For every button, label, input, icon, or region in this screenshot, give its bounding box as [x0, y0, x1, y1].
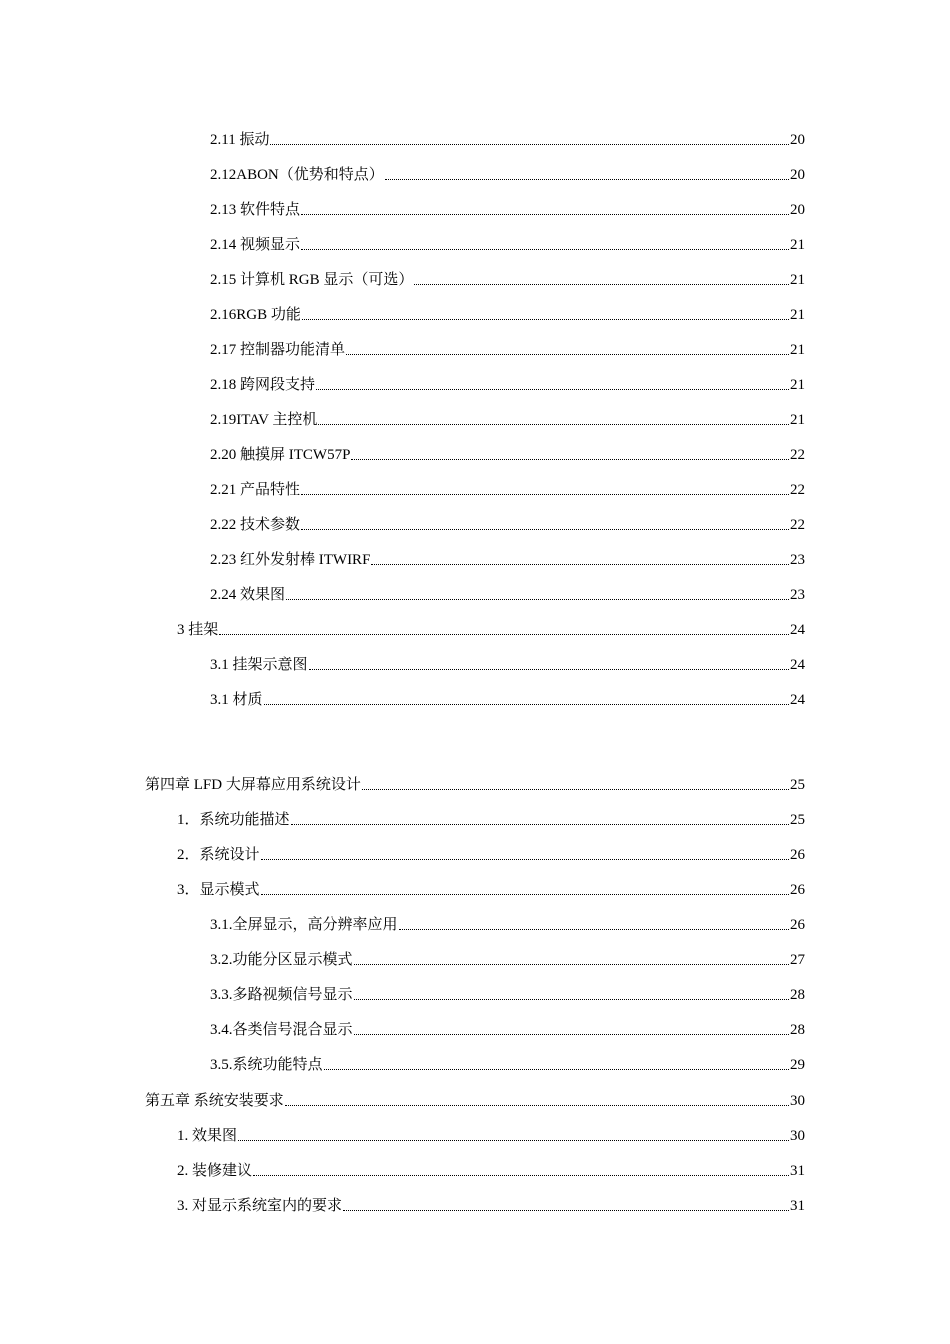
toc-entry[interactable] — [177, 842, 805, 864]
toc-entry-page: 24 — [790, 622, 805, 638]
toc-entry-page: 22 — [790, 447, 805, 463]
toc-entry-title: 3.2.功能分区显示模式 — [210, 952, 353, 968]
dot-leader — [351, 459, 789, 460]
toc-chapter-entry[interactable] — [145, 772, 805, 794]
dot-leader — [318, 424, 789, 425]
dot-leader — [261, 859, 789, 860]
toc-entry-title: 2.13 软件特点 — [210, 202, 301, 218]
toc-entry-title: 1. 效果图 — [177, 1128, 238, 1144]
toc-entry[interactable] — [210, 687, 805, 709]
dot-leader — [343, 1210, 789, 1211]
toc-entry[interactable] — [210, 442, 805, 464]
toc-entry[interactable] — [210, 652, 805, 674]
dot-leader — [301, 494, 789, 495]
dot-leader — [291, 824, 789, 825]
toc-entry-title: 3. 对显示系统室内的要求 — [177, 1198, 343, 1214]
toc-entry-page: 21 — [790, 377, 805, 393]
toc-entry[interactable] — [177, 1158, 805, 1180]
toc-entry-title: 2.16RGB 功能 — [210, 307, 301, 323]
toc-entry-title: 2.11 振动 — [210, 132, 270, 148]
dot-leader — [301, 529, 789, 530]
toc-entry[interactable] — [210, 947, 805, 969]
toc-entry-title: 2.24 效果图 — [210, 587, 286, 603]
toc-entry-page: 21 — [790, 342, 805, 358]
dot-leader — [219, 634, 789, 635]
toc-entry-title: 2.23 红外发射棒 ITWIRF — [210, 552, 371, 568]
toc-entry-page: 29 — [790, 1057, 805, 1073]
toc-entry-title: 2.17 控制器功能清单 — [210, 342, 346, 358]
toc-entry[interactable] — [210, 1052, 805, 1074]
toc-entry[interactable] — [210, 407, 805, 429]
toc-entry-page: 21 — [790, 272, 805, 288]
toc-entry-title: 第五章 系统安装要求 — [145, 1093, 284, 1109]
toc-entry-title: 3.3.多路视频信号显示 — [210, 987, 353, 1003]
dot-leader — [354, 964, 789, 965]
toc-entry-page: 31 — [790, 1163, 805, 1179]
toc-entry-title: 2.21 产品特性 — [210, 482, 301, 498]
dot-leader — [270, 144, 789, 145]
dot-leader — [346, 354, 789, 355]
toc-entry[interactable] — [210, 512, 805, 534]
toc-entry-page: 25 — [790, 812, 805, 828]
toc-entry[interactable] — [210, 1017, 805, 1039]
toc-entry[interactable] — [177, 617, 805, 639]
toc-entry-title: 2.19ITAV 主控机 — [210, 412, 318, 428]
toc-entry[interactable] — [210, 197, 805, 219]
toc-entry-page: 22 — [790, 517, 805, 533]
dot-leader — [362, 789, 789, 790]
dot-leader — [302, 319, 789, 320]
toc-entry[interactable] — [210, 547, 805, 569]
toc-entry-title: 2.20 触摸屏 ITCW57P — [210, 447, 351, 463]
toc-entry[interactable] — [177, 1123, 805, 1145]
toc-entry[interactable] — [210, 267, 805, 289]
dot-leader — [285, 1105, 789, 1106]
dot-leader — [414, 284, 789, 285]
toc-entry-page: 28 — [790, 1022, 805, 1038]
toc-entry-title: 2. 装修建议 — [177, 1163, 253, 1179]
toc-entry-page: 31 — [790, 1198, 805, 1214]
toc-entry-title: 3.4.各类信号混合显示 — [210, 1022, 353, 1038]
dot-leader — [264, 704, 789, 705]
toc-entry-page: 20 — [790, 202, 805, 218]
toc-entry[interactable] — [177, 877, 805, 899]
dot-leader — [354, 999, 789, 1000]
dot-leader — [354, 1034, 789, 1035]
toc-entry-page: 26 — [790, 917, 805, 933]
toc-entry-page: 30 — [790, 1093, 805, 1109]
toc-entry-page: 23 — [790, 552, 805, 568]
toc-entry[interactable] — [210, 162, 805, 184]
toc-entry-title: 3.1 挂架示意图 — [210, 657, 308, 673]
toc-entry-page: 20 — [790, 132, 805, 148]
toc-entry-page: 26 — [790, 847, 805, 863]
toc-entry-page: 24 — [790, 657, 805, 673]
toc-entry-page: 27 — [790, 952, 805, 968]
toc-entry[interactable] — [210, 982, 805, 1004]
toc-entry-page: 28 — [790, 987, 805, 1003]
toc-entry[interactable] — [210, 582, 805, 604]
dot-leader — [385, 179, 789, 180]
toc-entry-title: 第四章 LFD 大屏幕应用系统设计 — [145, 777, 361, 793]
toc-entry-page: 23 — [790, 587, 805, 603]
toc-entry-title: 2.15 计算机 RGB 显示（可选） — [210, 272, 414, 288]
dot-leader — [301, 214, 789, 215]
dot-leader — [324, 1069, 789, 1070]
toc-entry[interactable] — [210, 477, 805, 499]
toc-entry[interactable] — [210, 337, 805, 359]
dot-leader — [371, 564, 789, 565]
toc-entry-page: 30 — [790, 1128, 805, 1144]
toc-entry[interactable] — [210, 372, 805, 394]
toc-entry-page: 26 — [790, 882, 805, 898]
toc-entry-title: 2.22 技术参数 — [210, 517, 301, 533]
toc-entry-page: 21 — [790, 307, 805, 323]
toc-entry-title: 3.5.系统功能特点 — [210, 1057, 323, 1073]
toc-entry-page: 21 — [790, 412, 805, 428]
dot-leader — [261, 894, 789, 895]
toc-entry[interactable] — [177, 807, 805, 829]
toc-entry-title: 2.12ABON（优势和特点） — [210, 167, 384, 183]
toc-entry-page: 21 — [790, 237, 805, 253]
dot-leader — [286, 599, 789, 600]
toc-entry-page: 25 — [790, 777, 805, 793]
toc-entry-title: 3.1 材质 — [210, 692, 263, 708]
dot-leader — [316, 389, 789, 390]
dot-leader — [253, 1175, 789, 1176]
dot-leader — [309, 669, 789, 670]
dot-leader — [301, 249, 789, 250]
toc-entry[interactable] — [210, 302, 805, 324]
dot-leader — [399, 929, 789, 930]
toc-entry-page: 22 — [790, 482, 805, 498]
toc-entry-title: 2.18 跨网段支持 — [210, 377, 316, 393]
dot-leader — [238, 1140, 789, 1141]
toc-entry[interactable] — [210, 127, 805, 149]
toc-entry-title: 2.14 视频显示 — [210, 237, 301, 253]
toc-entry[interactable] — [177, 1193, 805, 1215]
toc-entry-page: 20 — [790, 167, 805, 183]
toc-entry-title: 2．系统设计 — [177, 847, 260, 863]
toc-chapter-entry[interactable] — [145, 1088, 805, 1110]
toc-entry-title: 3．显示模式 — [177, 882, 260, 898]
toc-entry-title: 3.1.全屏显示，高分辨率应用 — [210, 917, 398, 933]
toc-entry-title: 3 挂架 — [177, 622, 219, 638]
toc-entry[interactable] — [210, 912, 805, 934]
toc-entry[interactable] — [210, 232, 805, 254]
toc-entry-title: 1．系统功能描述 — [177, 812, 290, 828]
toc-entry-page: 24 — [790, 692, 805, 708]
